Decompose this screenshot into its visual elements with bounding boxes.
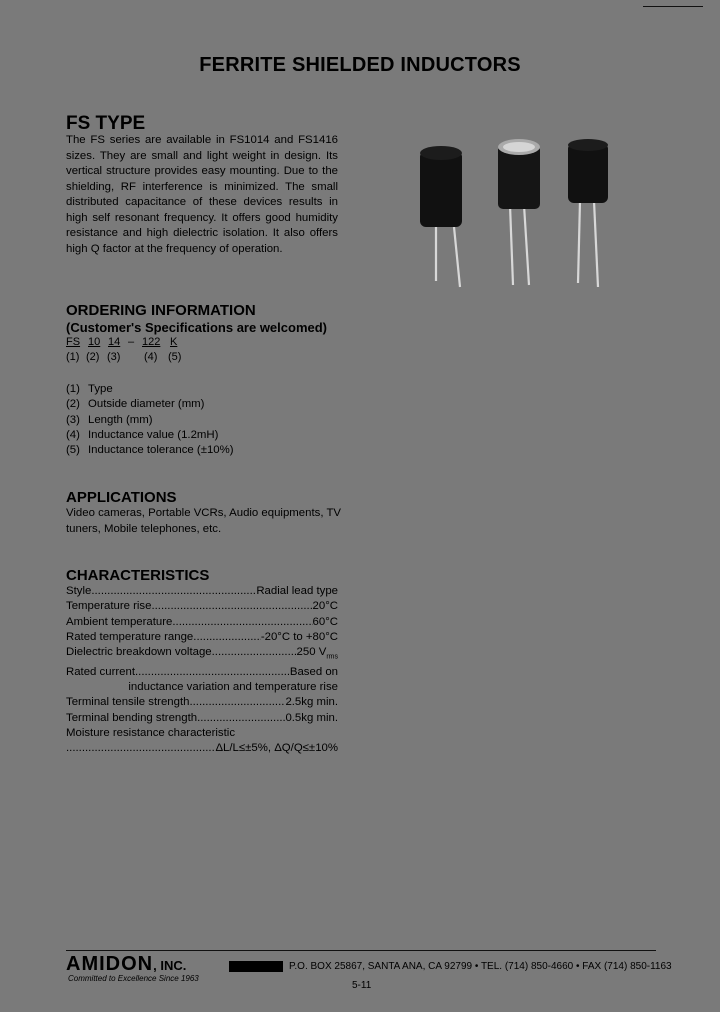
ordering-heading: ORDERING INFORMATION: [66, 302, 256, 319]
logo-inc: , INC.: [153, 958, 187, 973]
company-tagline: Committed to Excellence Since 1963: [68, 974, 199, 983]
top-rule: [643, 6, 703, 7]
legend-text: Type: [88, 383, 113, 395]
inductor-left: [420, 146, 462, 287]
code-part-type: FS: [66, 336, 81, 348]
legend-number: (1): [66, 383, 80, 395]
char-label: Terminal tensile strength: [66, 696, 190, 709]
char-value: -20°C to +80°C: [260, 630, 338, 643]
code-number: (1): [66, 351, 80, 363]
char-row: [66, 695, 338, 710]
page-number: 5-11: [352, 980, 372, 991]
legend-item: [66, 443, 234, 458]
rated-current-continuation: inductance variation and temperature rise: [128, 681, 338, 694]
char-value: [297, 645, 338, 665]
char-value: 20°C: [312, 600, 338, 613]
logo-bar: [229, 961, 283, 972]
legend-number: (2): [66, 398, 80, 411]
company-address: P.O. BOX 25867, SANTA ANA, CA 92799 • TEL. (714) 850-4660 • FAX (714) 850-1163: [289, 961, 672, 972]
code-number: (2): [86, 351, 100, 363]
dot-leader: [151, 599, 312, 614]
legend-item: [66, 382, 234, 397]
char-row: [66, 711, 338, 726]
moisture-label: Moisture resistance characteristic: [66, 726, 236, 739]
char-row: [66, 645, 338, 665]
page-title: FERRITE SHIELDED INDUCTORS: [199, 54, 521, 76]
char-row: [66, 599, 338, 614]
char-label: Dielectric breakdown voltage: [66, 646, 212, 659]
voltage-subscript: rms: [326, 653, 338, 661]
ordering-legend: [66, 382, 234, 458]
dot-leader: [212, 645, 297, 665]
legend-number: (4): [66, 428, 80, 441]
legend-text: Outside diameter (mm): [88, 398, 205, 411]
code-number: (5): [168, 351, 182, 363]
inductor-photo: [410, 135, 630, 295]
dot-leader: [189, 695, 285, 710]
characteristics-table: [66, 584, 338, 757]
dot-leader: [197, 711, 285, 726]
char-label: Ambient temperature: [66, 615, 173, 628]
amidon-logo: [66, 953, 186, 976]
dot-leader: [66, 741, 215, 756]
legend-item: [66, 428, 234, 443]
code-number: (4): [144, 351, 158, 363]
legend-text: Inductance tolerance (±10%): [88, 444, 234, 457]
voltage-value: 250 V: [296, 646, 327, 659]
logo-text: AMIDON: [66, 953, 154, 975]
legend-item: [66, 413, 234, 428]
code-part-diameter: 10: [88, 336, 101, 348]
legend-text: Inductance value (1.2mH): [88, 428, 219, 441]
footer-rule: [66, 950, 656, 951]
dot-leader: [172, 615, 312, 630]
char-row: [66, 665, 338, 680]
applications-text: Video cameras, Portable VCRs, Audio equipments, TV tuners, Mobile telephones, etc.: [66, 507, 341, 535]
applications-heading: APPLICATIONS: [66, 489, 177, 506]
char-label: Terminal bending strength: [66, 711, 198, 724]
code-number: (3): [107, 351, 121, 363]
inductor-right: [568, 139, 608, 287]
legend-number: (3): [66, 413, 80, 426]
code-part-tolerance: K: [170, 336, 178, 348]
char-value: Based on: [289, 665, 338, 678]
char-row: [66, 630, 338, 645]
moisture-value: ΔL/L≤±5%, ΔQ/Q≤±10%: [215, 742, 338, 755]
code-part-inductance: 122: [142, 336, 161, 348]
char-row: [66, 584, 338, 599]
char-value: Radial lead type: [256, 585, 338, 597]
legend-number: (5): [66, 444, 80, 457]
char-value: 60°C: [312, 615, 338, 628]
code-part-dash: –: [128, 336, 135, 348]
char-value: 2.5kg min.: [285, 696, 338, 709]
ordering-subheading: (Customer's Specifications are welcomed): [66, 320, 328, 335]
code-part-length: 14: [108, 336, 121, 348]
characteristics-heading: CHARACTERISTICS: [66, 567, 210, 584]
char-row: [66, 741, 338, 756]
legend-item: [66, 397, 234, 412]
inductor-middle: [498, 139, 540, 285]
dot-leader: [193, 630, 261, 645]
dot-leader: [135, 665, 290, 680]
char-label: Temperature rise: [66, 600, 152, 613]
char-label: Rated temperature range: [66, 630, 194, 643]
char-row: [66, 615, 338, 630]
fs-type-heading: FS TYPE: [66, 113, 146, 134]
char-label: Rated current: [66, 665, 136, 678]
dot-leader: [91, 584, 256, 599]
char-value: 0.5kg min.: [285, 711, 338, 724]
char-label: Style: [66, 585, 92, 597]
fs-type-description: The FS series are available in FS1014 and FS1416 sizes. They are small and light weight in design. Its vertical structure provides easy mounting. Due to the shielding, RF interference is minimized. The small distributed capacitance of these devices results in high self resonant frequency. It offers good humidity resistance and high dielectric isolation. It also offers high Q factor at the frequency of operation.: [66, 134, 338, 255]
legend-text: Length (mm): [88, 413, 153, 426]
